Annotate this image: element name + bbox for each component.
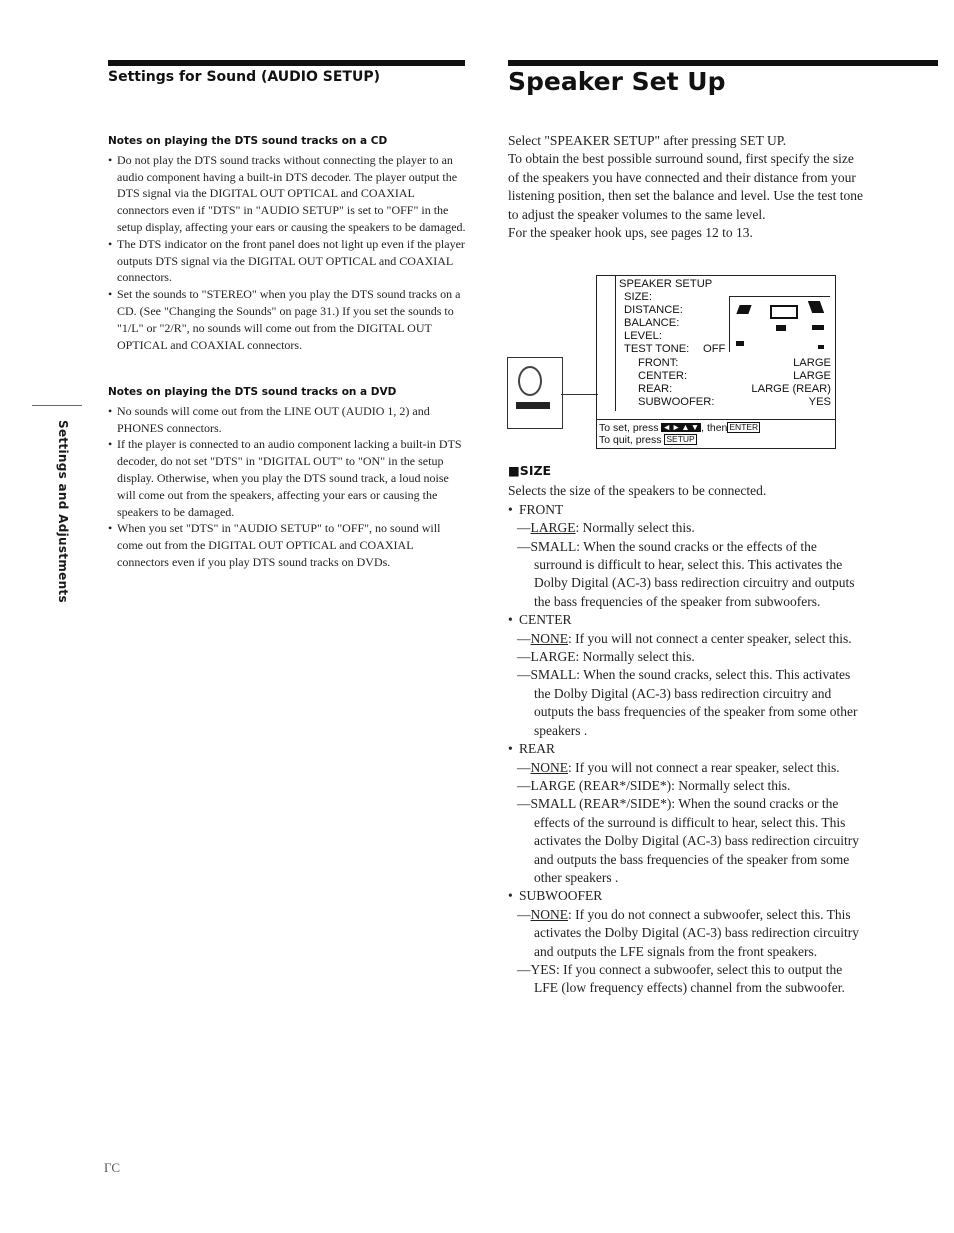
option-name: NONE	[530, 630, 568, 646]
size-option: —NONE: If you will not connect a rear speaker, select this.	[517, 759, 840, 775]
speaker-layout-icon	[729, 296, 830, 352]
option-desc: : If you connect a subwoofer, select this to output the LFE (low frequency effects) channel from the subwoofer.	[534, 961, 845, 996]
notes-cd-heading: Notes on playing the DTS sound tracks on a CD	[108, 135, 388, 147]
option-desc: : Normally select this.	[575, 649, 695, 665]
speaker-setup-display	[596, 275, 836, 449]
speaker-label-rear: REAR:	[638, 383, 673, 395]
test-tone-value: OFF	[703, 343, 726, 355]
menu-item-balance: BALANCE:	[624, 317, 680, 329]
size-option: —SMALL (REAR*/SIDE*): When the sound cracks or the effects of the surround is difficult to hear, select this. This activates the Dolby Digital (AC-3) bass redirection circuitry and outputs the bass frequencies of the speaker from some other speakers .	[517, 796, 860, 885]
option-name: LARGE	[530, 649, 576, 665]
option-name: LARGE (REAR*/SIDE*)	[530, 777, 672, 793]
speaker-label-subwoofer: SUBWOOFER:	[638, 396, 715, 408]
notes-cd-item: • The DTS indicator on the front panel does not light up even if the player outputs DTS signal via the DIGITAL OUT OPTICAL and COAXIAL connectors.	[108, 236, 468, 286]
speaker-label-front: FRONT:	[638, 357, 679, 369]
size-option: —NONE: If you do not connect a subwoofer, select this. This activates the Dolby Digital (AC-3) bass redirection circuitry and outputs the LFE signals from the front speakers.	[517, 906, 860, 959]
option-name: SMALL (REAR*/SIDE*)	[530, 796, 672, 812]
notes-dvd	[108, 384, 468, 571]
left-header-rule	[108, 60, 465, 66]
remote-illustration	[507, 357, 563, 429]
option-desc: : If you do not connect a subwoofer, select this. This activates the Dolby Digital (AC-3) bass redirection circuitry and outputs the LFE signals from the front speakers.	[534, 906, 860, 959]
size-option: —YES: If you connect a subwoofer, select this to output the LFE (low frequency effects) channel from the subwoofer.	[517, 961, 845, 996]
right-header-rule	[508, 60, 938, 66]
notes-dvd-item: • No sounds will come out from the LINE OUT (AUDIO 1, 2) and PHONES connectors.	[108, 403, 468, 437]
size-option: —SMALL: When the sound cracks, select this. This activates the Dolby Digital (AC-3) bass redirection circuitry and outputs the bass frequencies of the speaker from some other speakers .	[517, 667, 858, 738]
footer-quit-text: To quit, press	[599, 434, 662, 446]
remote-button-icon	[516, 402, 550, 409]
notes-dvd-item: • When you set "DTS" in "AUDIO SETUP" to "OFF", no sound will come out from the DIGITAL OUT OPTICAL and COAXIAL connectors even if you play DTS sound tracks on DVDs.	[108, 520, 468, 570]
size-category-front: • FRONT	[508, 501, 868, 519]
display-title: SPEAKER SETUP	[619, 278, 713, 290]
size-section	[508, 462, 868, 998]
option-name: YES	[530, 961, 557, 977]
size-option: —LARGE: Normally select this.	[517, 520, 695, 536]
setup-key-icon: SETUP	[666, 434, 695, 444]
arrow-keys-icon: ◄►▲▼	[662, 422, 701, 432]
option-name: NONE	[530, 906, 568, 922]
size-option: —LARGE: Normally select this.	[517, 649, 695, 665]
size-category-subwoofer: • SUBWOOFER	[508, 887, 868, 905]
speaker-value-front: LARGE	[793, 357, 831, 369]
option-desc: : Normally select this.	[671, 777, 791, 793]
option-name: SMALL	[530, 667, 577, 683]
size-category-rear: • REAR	[508, 740, 868, 758]
option-desc: : When the sound cracks or the effects of the surround is difficult to hear, select this. This activates the Dolby Digital (AC-3) bass redirection circuitry and outputs the bass frequencies of the speaker from some other speakers .	[534, 796, 860, 885]
page-title: Speaker Set Up	[508, 67, 726, 96]
footer-then-text: , then	[701, 422, 728, 434]
notes-cd-item: • Do not play the DTS sound tracks without connecting the player to an audio component having a built-in DTS decoder. The player output the DTS signal via the DIGITAL OUT OPTICAL and COAXIAL connectors even if "DTS" in "AUDIO SETUP" is set to "OFF" in the setup display, affecting your ears or causing the speakers to be damaged.	[108, 152, 468, 236]
menu-item-test-tone: TEST TONE:	[624, 343, 690, 355]
display-footer	[597, 419, 835, 448]
option-desc: : When the sound cracks, select this. This activates the Dolby Digital (AC-3) bass redirection circuitry and outputs the bass frequencies of the speaker from some other speakers .	[534, 667, 858, 738]
remote-sensor-icon	[518, 366, 542, 396]
footer-set-text: To set, press	[599, 422, 659, 434]
speaker-value-rear: LARGE (REAR)	[751, 383, 831, 395]
speaker-setup-intro	[508, 132, 868, 242]
option-name: SMALL	[530, 538, 577, 554]
notes-cd	[108, 133, 468, 353]
intro-paragraph: To obtain the best possible surround sound, first specify the size of the speakers you have connected and their distance from your listening position, then set the balance and level. Use the test tone to adjust the speaker volumes to the same level.	[508, 151, 864, 222]
option-desc: : Normally select this.	[575, 520, 695, 536]
section-heading: Settings for Sound (AUDIO SETUP)	[108, 69, 380, 85]
option-desc: : If you will not connect a center speaker, select this.	[568, 630, 852, 646]
size-category-center: • CENTER	[508, 611, 868, 629]
option-name: LARGE	[530, 520, 576, 536]
size-option: —SMALL: When the sound cracks or the effects of the surround is difficult to hear, select this. This activates the Dolby Digital (AC-3) bass redirection circuitry and outputs the bass frequencies of the speaker from subwoofers.	[517, 538, 855, 609]
side-tab-label: Settings and Adjustments	[56, 420, 70, 603]
speaker-label-center: CENTER:	[638, 370, 688, 382]
menu-item-size: SIZE:	[624, 291, 652, 303]
option-name: NONE	[530, 759, 568, 775]
intro-paragraph: For the speaker hook ups, see pages 12 to 13.	[508, 225, 753, 241]
size-intro: Selects the size of the speakers to be connected.	[508, 483, 767, 499]
option-desc: : When the sound cracks or the effects of the surround is difficult to hear, select this. This activates the Dolby Digital (AC-3) bass redirection circuitry and outputs the bass frequencies of the speaker from subwoofers.	[534, 538, 855, 609]
side-tab-divider	[32, 405, 82, 406]
option-desc: : If you will not connect a rear speaker, select this.	[568, 759, 840, 775]
footer-quit-line	[599, 434, 697, 447]
speaker-value-center: LARGE	[793, 370, 831, 382]
notes-dvd-heading: Notes on playing the DTS sound tracks on a DVD	[108, 386, 397, 398]
size-option: —NONE: If you will not connect a center speaker, select this.	[517, 630, 852, 646]
enter-key-icon: ENTER	[729, 422, 759, 432]
notes-dvd-item: • If the player is connected to an audio component lacking a built-in DTS decoder, do not set "DTS" in "DIGITAL OUT" to "ON" in the setup display. Otherwise, when you play the DTS sound track, a loud noise will come out from the speakers, affecting your ears or causing the speakers to be damaged.	[108, 436, 468, 520]
display-bracket	[597, 276, 616, 411]
notes-cd-item: • Set the sounds to "STEREO" when you play the DTS sound tracks on a CD. (See "Changing the Sounds" on page 31.) If you set the sounds to "1/L" or "2/R", no sounds will come out from the DIGITAL OUT OPTICAL and COAXIAL connectors.	[108, 286, 468, 353]
size-option: —LARGE (REAR*/SIDE*): Normally select this.	[517, 777, 791, 793]
speaker-value-subwoofer: YES	[808, 396, 831, 408]
remote-connector-line	[561, 394, 598, 395]
menu-item-distance: DISTANCE:	[624, 304, 683, 316]
size-heading: ■SIZE	[508, 463, 552, 478]
page-number: ГС	[104, 1160, 121, 1175]
menu-item-level: LEVEL:	[624, 330, 662, 342]
side-tab	[46, 420, 70, 610]
intro-paragraph: Select "SPEAKER SETUP" after pressing SET UP.	[508, 133, 787, 148]
